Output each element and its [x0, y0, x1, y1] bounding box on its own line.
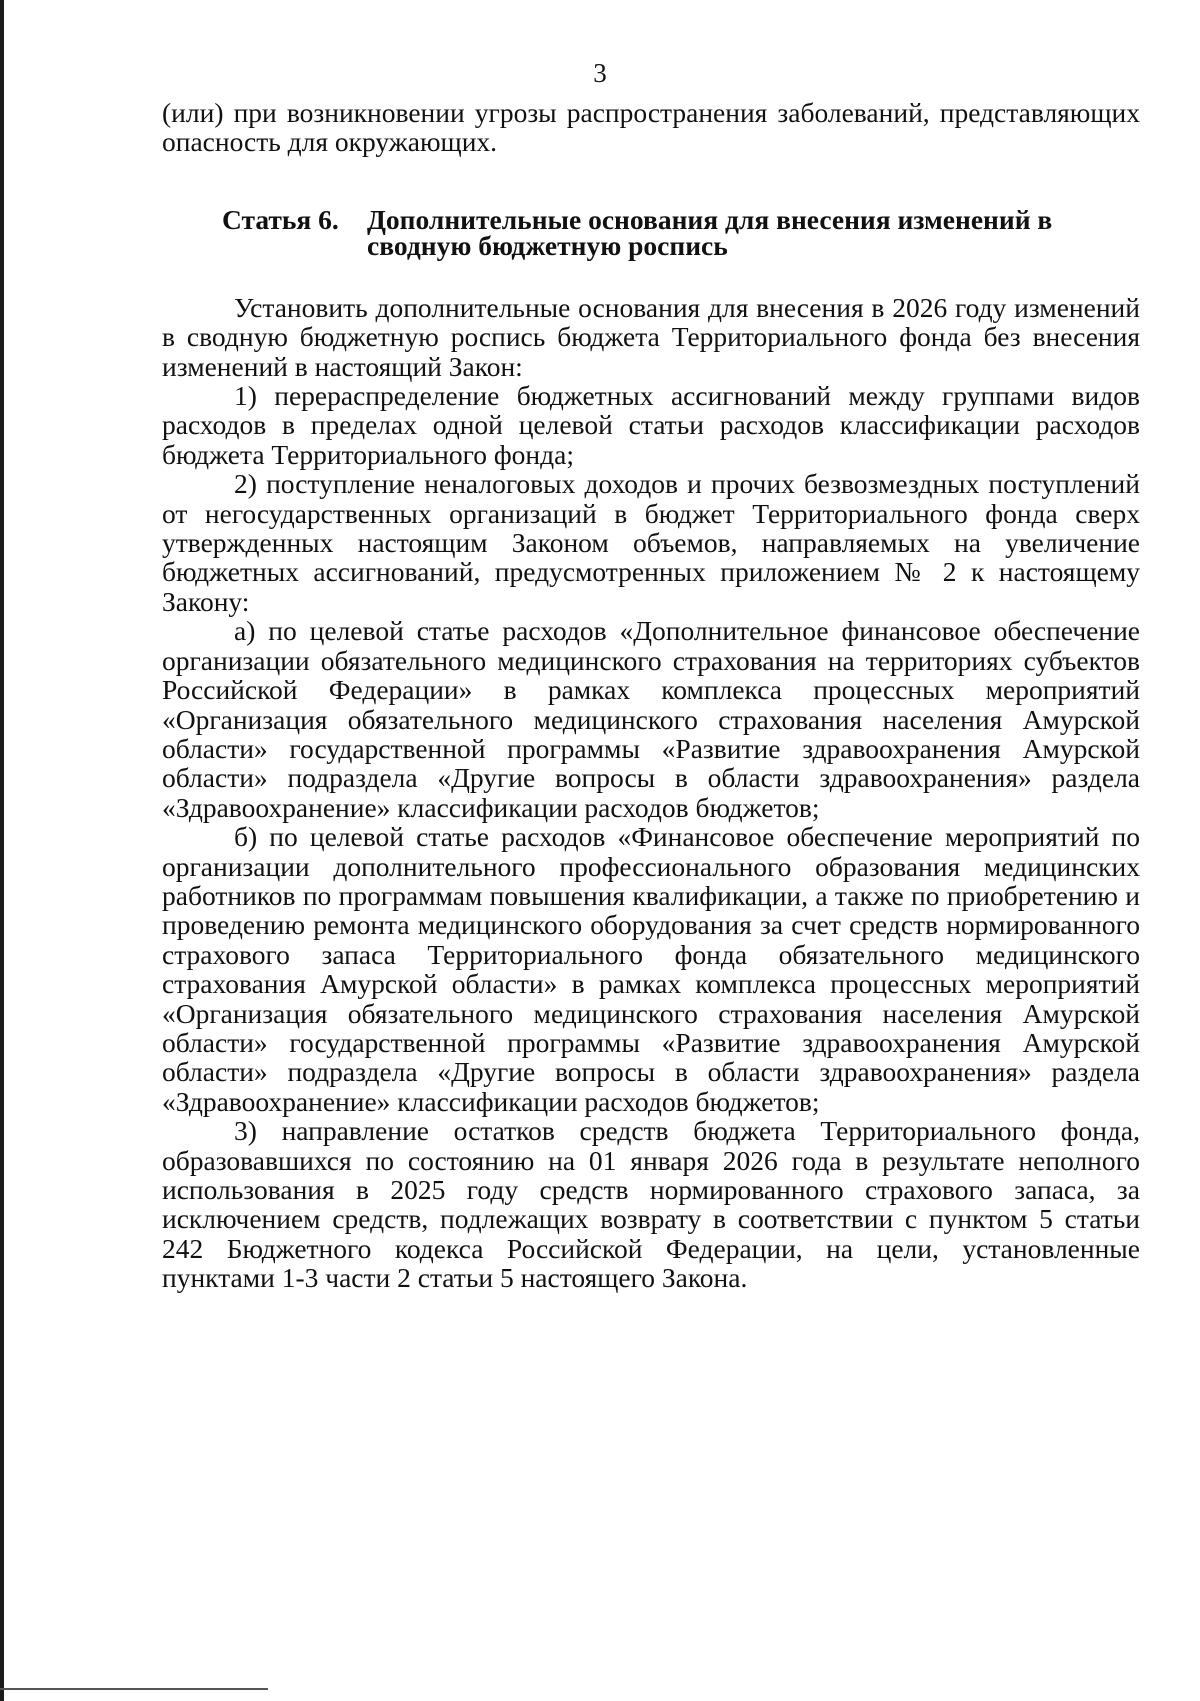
- paragraph-subitem-a: а) по целевой статье расходов «Дополнительное финансовое обеспечение организации обязательного медицинского страхования на территориях субъектов Российской Федерации» в рамках комплекса процессных мероприятий «Организация обязательного медицинского страхования населения Амурской области» государственной программы «Развитие здравоохранения Амурской области» подраздела «Другие вопросы в области здравоохранения» раздела «Здравоохранение» классификации расходов бюджетов;: [162, 615, 1140, 823]
- page-number: 3: [593, 58, 607, 88]
- paragraph-intro: Установить дополнительные основания для внесения в 2026 году изменений в сводную бюджетную роспись бюджета Территориального фонда без внесения изменений в настоящий Закон:: [162, 291, 1140, 382]
- article-number: Статья 6.: [222, 203, 339, 235]
- paragraph-continued: (или) при возникновении угрозы распространения заболеваний, представляющих опасность для окружающих.: [162, 97, 1140, 158]
- paragraph-subitem-b: б) по целевой статье расходов «Финансовое обеспечение мероприятий по организации дополнительного профессионального образования медицинских работников по программам повышения квалификации, а также по приобретению и проведению ремонта медицинского оборудования за счет средств нормированного страхового запаса Территориального фонда обязательного медицинского страхования Амурской области» в рамках комплекса процессных мероприятий «Организация обязательного медицинского страхования населения Амурской области» государственной программы «Развитие здравоохранения Амурской области» подраздела «Другие вопросы в области здравоохранения» раздела «Здравоохранение» классификации расходов бюджетов;: [162, 821, 1140, 1117]
- article-heading: [222, 203, 1140, 261]
- article-title: Дополнительные основания для внесения изменений в сводную бюджетную роспись: [367, 203, 1053, 261]
- scan-left-edge: [0, 0, 4, 1701]
- footnote-rule: [0, 1688, 268, 1690]
- paragraph-item-1: 1) перераспределение бюджетных ассигнований между группами видов расходов в пределах одной целевой статьи расходов классификации расходов бюджета Территориального фонда;: [162, 380, 1140, 470]
- paragraph-item-2: 2) поступление неналоговых доходов и прочих безвозмездных поступлений от негосударственных организаций в бюджет Территориального фонда сверх утвержденных настоящим Законом объемов, направляемых на увеличение бюджетных ассигнований, предусмотренных приложением № 2 к настоящему Закону:: [162, 468, 1140, 617]
- paragraph-item-3: 3) направление остатков средств бюджета Территориального фонда, образовавшихся по состоянию на 01 января 2026 года в результате неполного использования в 2025 году средств нормированного страхового запаса, за исключением средств, подлежащих возврату в соответствии с пунктом 5 статьи 242 Бюджетного кодекса Российской Федерации, на цели, установленные пунктами 1-3 части 2 статьи 5 настоящего Закона.: [162, 1115, 1140, 1294]
- document-body: [162, 98, 1140, 1293]
